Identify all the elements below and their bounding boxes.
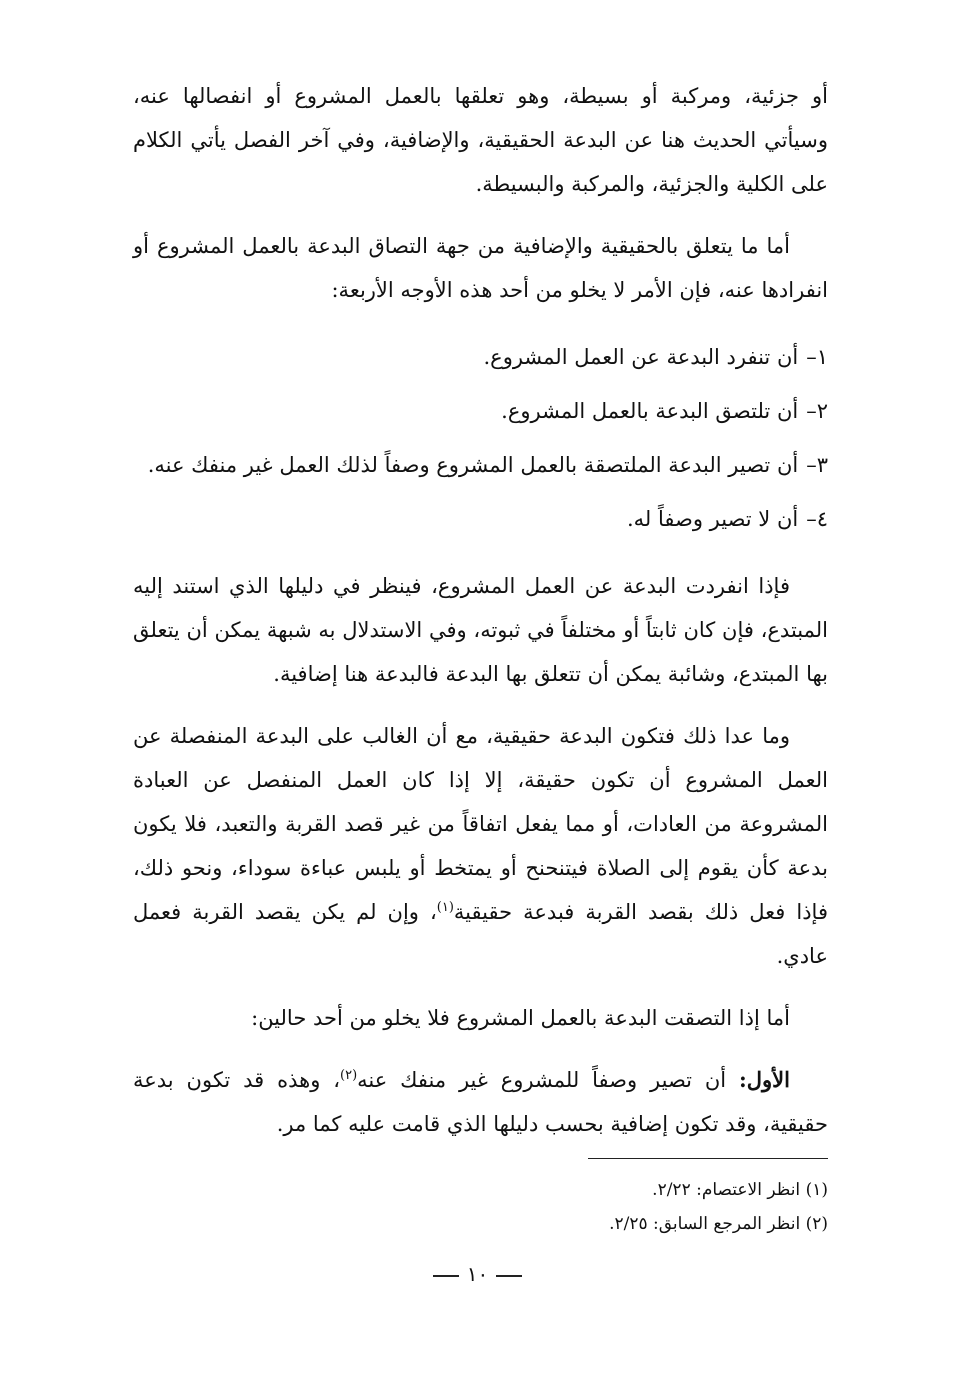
footnote-1 xyxy=(133,1173,828,1207)
paragraph-6-text-a: أن تصير وصفاً للمشروع غير منفك عنه xyxy=(357,1068,740,1092)
paragraph-4 xyxy=(133,714,828,978)
paragraph-4-text-a: وما عدا ذلك فتكون البدعة حقيقية، مع أن الغالب على البدعة المنفصلة عن العمل المشروع أن تكون حقيقة، إلا إذا كان العمل المنفصل عن العبادة المشروعة من العادات، أو مما يفعل اتفاقاً من غير قصد القربة والتعبد، فلا يكون بدعة كأن يقوم إلى الصلاة فيتنحنح أو يمتخط أو يلبس عباءة سوداء، ونحو ذلك، فإذا فعل ذلك بقصد القربة فبدعة حقيقية xyxy=(133,724,828,924)
paragraph-6-text-b: ، وهذه قد تكون بدعة حقيقية، وقد تكون إضافية بحسب دليلها الذي قامت عليه كما مر. xyxy=(133,1068,828,1136)
list-item xyxy=(133,438,828,492)
footnote-ref-2[interactable]: (٢) xyxy=(340,1068,358,1083)
list-item-number: ٤– xyxy=(806,507,828,531)
page-number xyxy=(0,1262,955,1286)
page-body xyxy=(133,74,828,1164)
footnote-number: (٢) xyxy=(805,1214,828,1234)
footnotes xyxy=(133,1158,828,1241)
footnote-divider xyxy=(588,1158,828,1159)
list-item-text: أن لا تصير وصفاً له. xyxy=(626,507,799,531)
page-number-value: ١٠ xyxy=(466,1262,489,1286)
footnote-number: (١) xyxy=(805,1180,828,1200)
footnote-ref-1[interactable]: (١) xyxy=(436,900,454,915)
footnote-text: انظر الاعتصام: ٢/٢٢. xyxy=(652,1180,801,1200)
paragraph-6-lead: الأول: xyxy=(739,1067,790,1092)
list-item-text: أن تصير البدعة الملتصقة بالعمل المشروع وصفاً لذلك العمل غير منفك عنه. xyxy=(147,453,799,477)
four-aspects-list xyxy=(133,330,828,546)
paragraph-4-text-b: ، وإن لم يكن يقصد القربة فعمل عادي. xyxy=(133,900,828,968)
list-item-text: أن تنفرد البدعة عن العمل المشروع. xyxy=(483,345,799,369)
list-item xyxy=(133,384,828,438)
list-item-number: ٣– xyxy=(806,453,828,477)
footnote-text: انظر المرجع السابق: ٢/٢٥. xyxy=(609,1214,801,1234)
list-item xyxy=(133,492,828,546)
list-item-number: ١– xyxy=(806,345,828,369)
list-item xyxy=(133,330,828,384)
footnote-2 xyxy=(133,1207,828,1241)
paragraph-6 xyxy=(133,1058,828,1146)
list-item-text: أن تلتصق البدعة بالعمل المشروع. xyxy=(501,399,799,423)
paragraph-3: فإذا انفردت البدعة عن العمل المشروع، فينظر في دليلها الذي استند إليه المبتدع، فإن كان ثابتاً أو مختلفاً في ثبوته، وفي الاستدلال به شبهة يمكن أن يتعلق بها المبتدع، وشائبة يمكن أن تتعلق بها البدعة فالبدعة هنا إضافية. xyxy=(133,574,828,686)
list-item-number: ٢– xyxy=(806,399,828,423)
page-number-dash-right xyxy=(433,1275,459,1277)
page-number-dash-left xyxy=(496,1275,522,1277)
paragraph-2: أما ما يتعلق بالحقيقية والإضافية من جهة التصاق البدعة بالعمل المشروع أو انفرادها عنه، فإن الأمر لا يخلو من أحد هذه الأوجه الأربعة: xyxy=(133,234,828,302)
paragraph-5: أما إذا التصقت البدعة بالعمل المشروع فلا يخلو من أحد حالين: xyxy=(251,1006,790,1030)
paragraph-1: أو جزئية، ومركبة أو بسيطة، وهو تعلقها بالعمل المشروع أو انفصالها عنه، وسيأتي الحديث هنا عن البدعة الحقيقية، والإضافية، وفي آخر الفصل يأتي الكلام على الكلية والجزئية، والمركبة والبسيطة. xyxy=(133,84,828,196)
